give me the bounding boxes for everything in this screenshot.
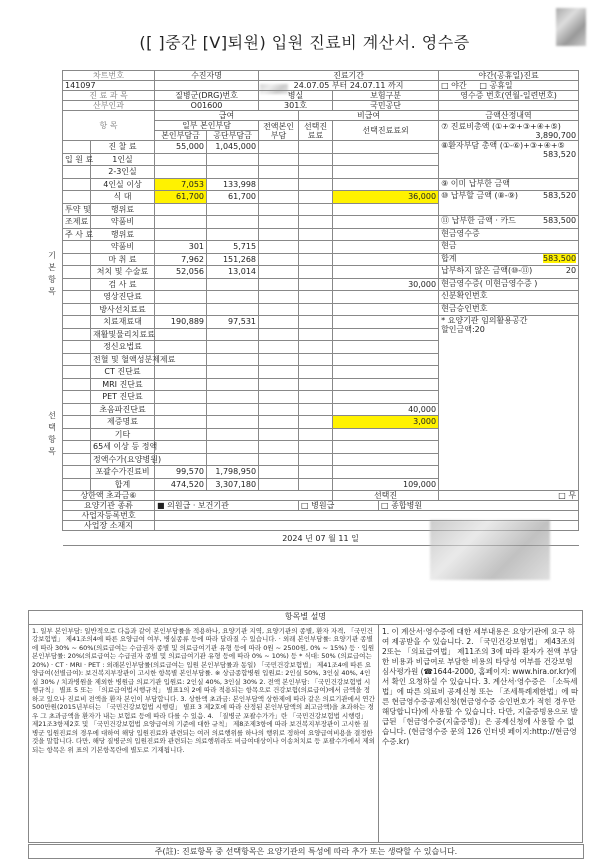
row-cat (63, 416, 91, 429)
row-a (155, 453, 207, 466)
row-label: 약품비 (91, 241, 155, 254)
item-row (63, 216, 579, 229)
row-d (299, 253, 333, 266)
row-b: 1,045,000 (207, 141, 259, 154)
row-e (333, 466, 439, 479)
patient-name (155, 81, 259, 91)
row-a (155, 303, 207, 316)
row-cat (63, 191, 91, 204)
total-label: ⑦ 진료비총액 (①+②+③+④+⑤) 3,890,700 (439, 121, 579, 141)
approval-label: 현금승인번호 (441, 303, 488, 313)
row-d (299, 378, 333, 391)
row-d (299, 391, 333, 404)
row-e (333, 303, 439, 316)
row-cat (63, 328, 91, 341)
row-b (207, 153, 259, 166)
chart-no: 141097 (63, 81, 155, 91)
row-a (155, 203, 207, 216)
col-calc: 금액산정내역 (439, 111, 579, 121)
row-b (207, 453, 259, 466)
row-e (333, 253, 439, 266)
row-label: 2-3인실 (91, 166, 155, 179)
row-e (333, 153, 439, 166)
row-b: 5,715 (207, 241, 259, 254)
card-label: 카드 (500, 216, 516, 225)
row-cat (63, 178, 91, 191)
row-d (299, 316, 333, 329)
unpaid: 20 (565, 266, 577, 275)
row-label: 약품비 (91, 216, 155, 229)
footer-note: 주(註): 진료항목 중 선택항목은 요양기관의 특성에 따라 추가 또는 생략할 수 있습니다. (28, 844, 584, 859)
patient-name-label: 수진자명 (155, 71, 259, 81)
right-cell (439, 266, 579, 279)
cash-receipt2-label: 현금영수증( 미현금영수증 ) (441, 278, 538, 288)
row-c (259, 328, 299, 341)
row-d (299, 428, 333, 441)
row-d (299, 266, 333, 279)
period: 24.07.05 부터 24.07.11 까지 (259, 81, 439, 91)
cash-receipt-label: 현금영수증 (441, 228, 480, 238)
row-e: 3,000 (333, 416, 439, 429)
row-c (259, 141, 299, 154)
row-c (259, 316, 299, 329)
row-d (299, 466, 333, 479)
row-e (333, 453, 439, 466)
row-c (259, 303, 299, 316)
selection-no[interactable]: □ 무 (439, 491, 579, 501)
row-c (259, 228, 299, 241)
row-e (333, 241, 439, 254)
row-d (299, 328, 333, 341)
row-label: 행위료 (91, 228, 155, 241)
row-c (259, 366, 299, 379)
row-a (155, 153, 207, 166)
item-row (63, 191, 579, 204)
drg-no: O01600 (155, 101, 259, 111)
row-e (333, 378, 439, 391)
item-row (63, 228, 579, 241)
row-b: 1,798,950 (207, 466, 259, 479)
card: 583,500 (542, 216, 577, 225)
row-a: 190,889 (155, 316, 207, 329)
row-b (207, 366, 259, 379)
row-label: 초음파진단료 (91, 403, 155, 416)
row-d (299, 416, 333, 429)
row-a: 52,056 (155, 266, 207, 279)
row-c (259, 241, 299, 254)
row-c (259, 416, 299, 429)
row-e: 109,000 (333, 478, 439, 491)
row-b: 97,531 (207, 316, 259, 329)
right-cell: ⑪ 납부한 금액 · 카드 583,500 (439, 216, 579, 229)
row-d (299, 216, 333, 229)
row-cat (63, 378, 91, 391)
row-d (299, 278, 333, 291)
ward-label: 병실 (259, 91, 333, 101)
col-non-optional: 선택진료료외 (333, 121, 439, 141)
row-e (333, 228, 439, 241)
row-label: 치료재료대 (91, 316, 155, 329)
row-a: 474,520 (155, 478, 207, 491)
row-e (333, 216, 439, 229)
row-cat: 입 원 료 (63, 153, 91, 166)
row-b (207, 203, 259, 216)
unpaid-label: 납부하지 않은 금액(⑩-⑪) (441, 266, 533, 275)
row-d (299, 203, 333, 216)
patient-total-label: ⑧환자부담 총액 (①-⑥)+③+④+⑤ (441, 141, 565, 150)
biz-no (155, 511, 579, 521)
row-d (299, 366, 333, 379)
row-b (207, 216, 259, 229)
row-a (155, 366, 207, 379)
row-label: 방사선치료료 (91, 303, 155, 316)
row-c (259, 466, 299, 479)
row-label: 식 대 (91, 191, 155, 204)
row-a (155, 166, 207, 179)
row-a: 55,000 (155, 141, 207, 154)
row-a (155, 341, 207, 354)
receipt-no (439, 101, 579, 111)
drg-label: 질병군(DRG)번호 (155, 91, 259, 101)
row-c (259, 178, 299, 191)
row-label: 영상진단료 (91, 291, 155, 304)
row-cat: 조제료 (63, 216, 91, 229)
row-label: 제증명료 (91, 416, 155, 429)
row-b: 133,998 (207, 178, 259, 191)
row-cat (63, 266, 91, 279)
row-cat (63, 428, 91, 441)
row-b (207, 428, 259, 441)
issue-date: 2024 년 07 월 11 일 (63, 531, 579, 546)
insurance-label: 보험구분 (333, 91, 439, 101)
row-d (299, 228, 333, 241)
holiday-checkbox[interactable]: □ 공휴일 (479, 81, 513, 90)
row-cat (63, 478, 91, 491)
row-e: 36,000 (333, 191, 439, 204)
optional-exec-label: 선택진 (333, 491, 439, 501)
notes-left: 1. 일부 본인부담: 일반적으로 다음과 같이 본인부담률을 적용하나, 요양기관 지역, 요양기관의 종별, 환자 자격, 「국민건강보험법」 제41조의4에 따른 요양급여 여부, 병실종류 등에 따라 달라질 수 있습니다. · 외래 본인부담률: 요양기관 종별에 따라 30% ~ 60%(의료급여는 수급권자 종별 및 의료급여기관 유형 등에 따라 0원 ~ 2500원, 0% ~ 15%) 등 · 입원 본인부담률: 20%(의료급여는 수급권자 종별 및 의료급여기관 유형 등에 따라 0% ~ 10%) 등 * 식대: 50% (의료급여는 20%) · CT · MRI · PET : 외래본인부담률(의료급여는 입원 본인부담률과 동일) 「국민건강보험법」 제41조4에 따른 요양급여(선별급여): 보건복지부장관이 고시한 항목별 본인부담률. ※ 상급종합병원 입원료: 2인실 50%, 3인실 40%, 4인실 30% / 치과병원을 제외한 병원급 의료기관 입원료: 2인실 40%, 3인실 30% 2. 전액 본인부담: 「국민건강보험법 시행규칙」 별표 5 또는 「의료급여법시행규칙」 별표1의 2에 따라 적용되는 항목으로 건강보험(의료급여)에서 금액을 정하고 있으나 진료비 전액을 환자 본인이 부담합니다. 3. 상한액 초과금: 본인부담액 상한제에 따라 같은 의료기관에서 연간 500만원(2015년부터는 「국민건강보험법 시행령」 별표 3 제2호에 따라 산정된 본인부담액의 최고금액)을 초과하는 경우 그 초과금액을 환자가 내는 보험료 등에 따라 다를 수 있음. 4. 「질병군 포괄수가가」란 「국민건강보험법 시행령」 제21조3항제2호 및 「국민건강보험법 요양급여의 기준에 대한 규칙」 제8조제3항에 따라 보건복지부장관이 고시한 질병군 입원진료의 경우에 대하여 해당 입원진료와 관련되는 여러 의료행위를 하나의 행위로 정하여 요양급여비용을 결정한 것을 말합니다. 다만, 해당 질병군의 입원진료와 관련되는 의료행위라도 비급여대상이나 이송처치료 등 포괄수가에서 제외되는 항목은 위 표의 기본항목란에 별도로 기재됩니다. (29, 624, 379, 842)
item-row (63, 266, 579, 279)
row-label: 기타 (91, 428, 155, 441)
row-c (259, 191, 299, 204)
col-optional: 선택진료료 (299, 121, 333, 141)
row-e (333, 291, 439, 304)
right-cell (439, 191, 579, 216)
row-c (259, 353, 299, 366)
id-label: 신분확인번호 (441, 291, 488, 300)
right-cell (439, 141, 579, 179)
patient-total: 583,520 (542, 150, 577, 159)
col-covered: 급여 (155, 111, 299, 121)
col-patient-part: 본인부담금 (155, 131, 207, 141)
redaction-bottom (430, 520, 550, 580)
row-label: 전혈 및 혈액성분제제료 (91, 353, 155, 366)
row-b: 3,307,180 (207, 478, 259, 491)
row-cat (63, 303, 91, 316)
discount: 할인금액:20 (441, 325, 485, 334)
row-d (299, 153, 333, 166)
row-e (333, 391, 439, 404)
night-label: 야간(공휴일)진료 (439, 71, 579, 81)
biz-no-label: 사업자등록번호 (63, 511, 155, 521)
row-c (259, 166, 299, 179)
paid-label: ⑪ 납부한 금액 (441, 216, 493, 225)
col-self-pay: 일부 본인부담 (155, 121, 259, 131)
row-a (155, 403, 207, 416)
row-b (207, 328, 259, 341)
row-a (155, 216, 207, 229)
row-c (259, 153, 299, 166)
prepaid-label: ⑨ 이미 납부한 금액 (441, 178, 510, 188)
row-d (299, 453, 333, 466)
right-cell (439, 291, 579, 304)
row-label: 처치 및 수술료 (91, 266, 155, 279)
item-row (63, 303, 579, 316)
item-row (63, 316, 579, 329)
row-cat (63, 253, 91, 266)
row-c (259, 216, 299, 229)
row-cat (63, 278, 91, 291)
row-label: 4인실 이상 (91, 178, 155, 191)
row-cat: 투약 및 (63, 203, 91, 216)
row-cat (63, 366, 91, 379)
row-b (207, 441, 259, 454)
row-b (207, 166, 259, 179)
row-e: 40,000 (333, 403, 439, 416)
row-c (259, 428, 299, 441)
period-label: 진료기간 (259, 71, 439, 81)
row-cat (63, 466, 91, 479)
row-c (259, 278, 299, 291)
item-row (63, 178, 579, 191)
row-c (259, 403, 299, 416)
row-e (333, 328, 439, 341)
row-b (207, 341, 259, 354)
row-a: 7,053 (155, 178, 207, 191)
dept-label: 진 료 과 목 (63, 91, 155, 101)
right-cell (439, 303, 579, 316)
row-e (333, 166, 439, 179)
row-cat (63, 453, 91, 466)
upper-limit-label: 상한액 초과금⑥ (63, 491, 155, 501)
row-e (333, 366, 439, 379)
row-c (259, 378, 299, 391)
row-label: PET 진단료 (91, 391, 155, 404)
receipt-label: 영수증 번호(연월-일련번호) (439, 91, 579, 101)
row-label: 행위료 (91, 203, 155, 216)
item-row (63, 241, 579, 254)
row-label: 정신요법료 (91, 341, 155, 354)
row-b (207, 353, 259, 366)
row-cat (63, 353, 91, 366)
right-cell (439, 316, 579, 491)
row-a (155, 378, 207, 391)
col-item: 항 목 (63, 111, 155, 141)
row-d (299, 291, 333, 304)
row-e (333, 441, 439, 454)
row-a (155, 391, 207, 404)
row-cat (63, 166, 91, 179)
right-cell (439, 253, 579, 266)
row-label: 정액수가(요양병원) (91, 453, 155, 466)
row-d (299, 166, 333, 179)
row-cat (63, 241, 91, 254)
row-a: 61,700 (155, 191, 207, 204)
row-e (333, 203, 439, 216)
row-cat: 주 사 료 (63, 228, 91, 241)
note: * 요양기관 임의활용공간 (441, 316, 528, 325)
row-b (207, 403, 259, 416)
inst-general[interactable]: □ 병원급 (299, 501, 379, 511)
row-label: 1인실 (91, 153, 155, 166)
notes-section (28, 610, 582, 843)
notes-right: 1. 이 계산서·영수증에 대한 세부내용은 요양기관에 요구 하여 제공받을 수 있습니다. 2. 「국민건강보험법」 제43조의 2또는 「의료급여법」 제11조의 3에 따라 환자가 전액 부담한 비용과 비급여로 부담한 비용의 타당성 여부를 건강보험심사평가원 (☎1644-2000, 홈페이지: www.hira.or.kr)에서 확인 요청하실 수 있습니다. 3. 계산서·영수증은 「소득세법」에 따른 의료비 공제신청 또는 「조세특례제한법」에 따른 현금영수증공제신청(현금영수증 승인번호가 적힌 경우만 해당합니다)에 사용할 수 있습니다. 다만, 지출증빙용으로 발급된 「현금영수증(지출증빙)」은 공제신청에 사용할 수 없습니다. (현금영수증 문의 126 인터넷 페이지:http://현금영수증.kr) (379, 624, 583, 842)
row-e: 30,000 (333, 278, 439, 291)
row-label: 마 취 료 (91, 253, 155, 266)
item-rows (63, 141, 579, 491)
row-d (299, 341, 333, 354)
bill-table-container (62, 70, 578, 546)
row-cat (63, 291, 91, 304)
item-row (63, 278, 579, 291)
row-d (299, 141, 333, 154)
row-label: MRI 진단료 (91, 378, 155, 391)
bill-table (62, 70, 579, 546)
sum-label: 합계 (441, 253, 457, 263)
row-a (155, 428, 207, 441)
row-a (155, 228, 207, 241)
row-e (333, 266, 439, 279)
biz-addr-label: 사업장 소재지 (63, 521, 155, 531)
row-label: 포괄수가진료비 (91, 466, 155, 479)
row-c (259, 266, 299, 279)
col-insurer-part: 공단부담금 (207, 131, 259, 141)
row-c (259, 391, 299, 404)
row-b (207, 291, 259, 304)
row-b (207, 378, 259, 391)
row-c (259, 253, 299, 266)
row-d (299, 241, 333, 254)
row-a: 99,570 (155, 466, 207, 479)
row-e (333, 428, 439, 441)
insurance: 국민공단 (333, 101, 439, 111)
row-d (299, 303, 333, 316)
col-full-self: 전액본인부담 (259, 121, 299, 141)
row-d (299, 191, 333, 204)
row-d (299, 178, 333, 191)
row-label: 진 찰 료 (91, 141, 155, 154)
cash-label: 현금 (441, 241, 457, 250)
row-d (299, 353, 333, 366)
sum: 583,500 (542, 253, 577, 263)
row-label: 재활및물리치료료 (91, 328, 155, 341)
dept-value: 산부인과 (63, 101, 155, 111)
right-cell (439, 228, 579, 241)
row-e (333, 316, 439, 329)
page-title: ([ ]중간 [V]퇴원) 입원 진료비 계산서. 영수증 (139, 33, 470, 52)
row-b (207, 303, 259, 316)
side-basic: 기본항목 (48, 251, 56, 296)
row-cat (63, 341, 91, 354)
row-cat (63, 403, 91, 416)
row-a: 301 (155, 241, 207, 254)
row-c (259, 341, 299, 354)
right-cell (439, 278, 579, 291)
night-checkbox[interactable]: □ 야간 (441, 81, 467, 90)
due-label: ⑩ 납부할 금액 (⑧-⑨) (441, 191, 518, 200)
right-cell (439, 178, 579, 191)
row-cat (63, 391, 91, 404)
row-b: 61,700 (207, 191, 259, 204)
row-c (259, 291, 299, 304)
inst-hospital[interactable]: ■ 의원급 · 보건기관 (155, 501, 299, 511)
row-label: 검 사 료 (91, 278, 155, 291)
row-b: 151,268 (207, 253, 259, 266)
chart-no-label: 차트번호 (63, 71, 155, 81)
row-c (259, 453, 299, 466)
row-a: 7,962 (155, 253, 207, 266)
inst-comprehensive[interactable]: □ 종합병원 (379, 501, 579, 511)
row-b (207, 278, 259, 291)
row-b (207, 416, 259, 429)
row-label: CT 진단료 (91, 366, 155, 379)
item-row (63, 141, 579, 154)
row-a (155, 328, 207, 341)
row-e (333, 353, 439, 366)
row-d (299, 478, 333, 491)
night-options (439, 81, 579, 91)
item-row (63, 253, 579, 266)
row-b: 13,014 (207, 266, 259, 279)
row-cat (63, 316, 91, 329)
row-e (333, 341, 439, 354)
row-b (207, 391, 259, 404)
col-noncovered: 비급여 (299, 111, 439, 121)
due: 583,520 (542, 191, 577, 200)
row-label: 65세 이상 등 정액 (91, 441, 155, 454)
row-c (259, 441, 299, 454)
row-e (333, 141, 439, 154)
row-cat (63, 441, 91, 454)
row-c (259, 478, 299, 491)
row-label: 합계 (91, 478, 155, 491)
row-cat (63, 141, 91, 154)
ward: 301호 (259, 101, 333, 111)
row-b (207, 228, 259, 241)
right-cell (439, 241, 579, 254)
inst-type-label: 요양기관 종류 (63, 501, 155, 511)
total-value: 3,890,700 (535, 130, 577, 140)
row-a (155, 291, 207, 304)
row-d (299, 403, 333, 416)
side-optional: 선택항목 (48, 411, 56, 456)
row-a (155, 278, 207, 291)
row-c (259, 203, 299, 216)
row-e (333, 178, 439, 191)
row-d (299, 441, 333, 454)
item-row (63, 291, 579, 304)
notes-title: 항목별 설명 (29, 611, 583, 625)
row-a (155, 441, 207, 454)
row-a (155, 416, 207, 429)
